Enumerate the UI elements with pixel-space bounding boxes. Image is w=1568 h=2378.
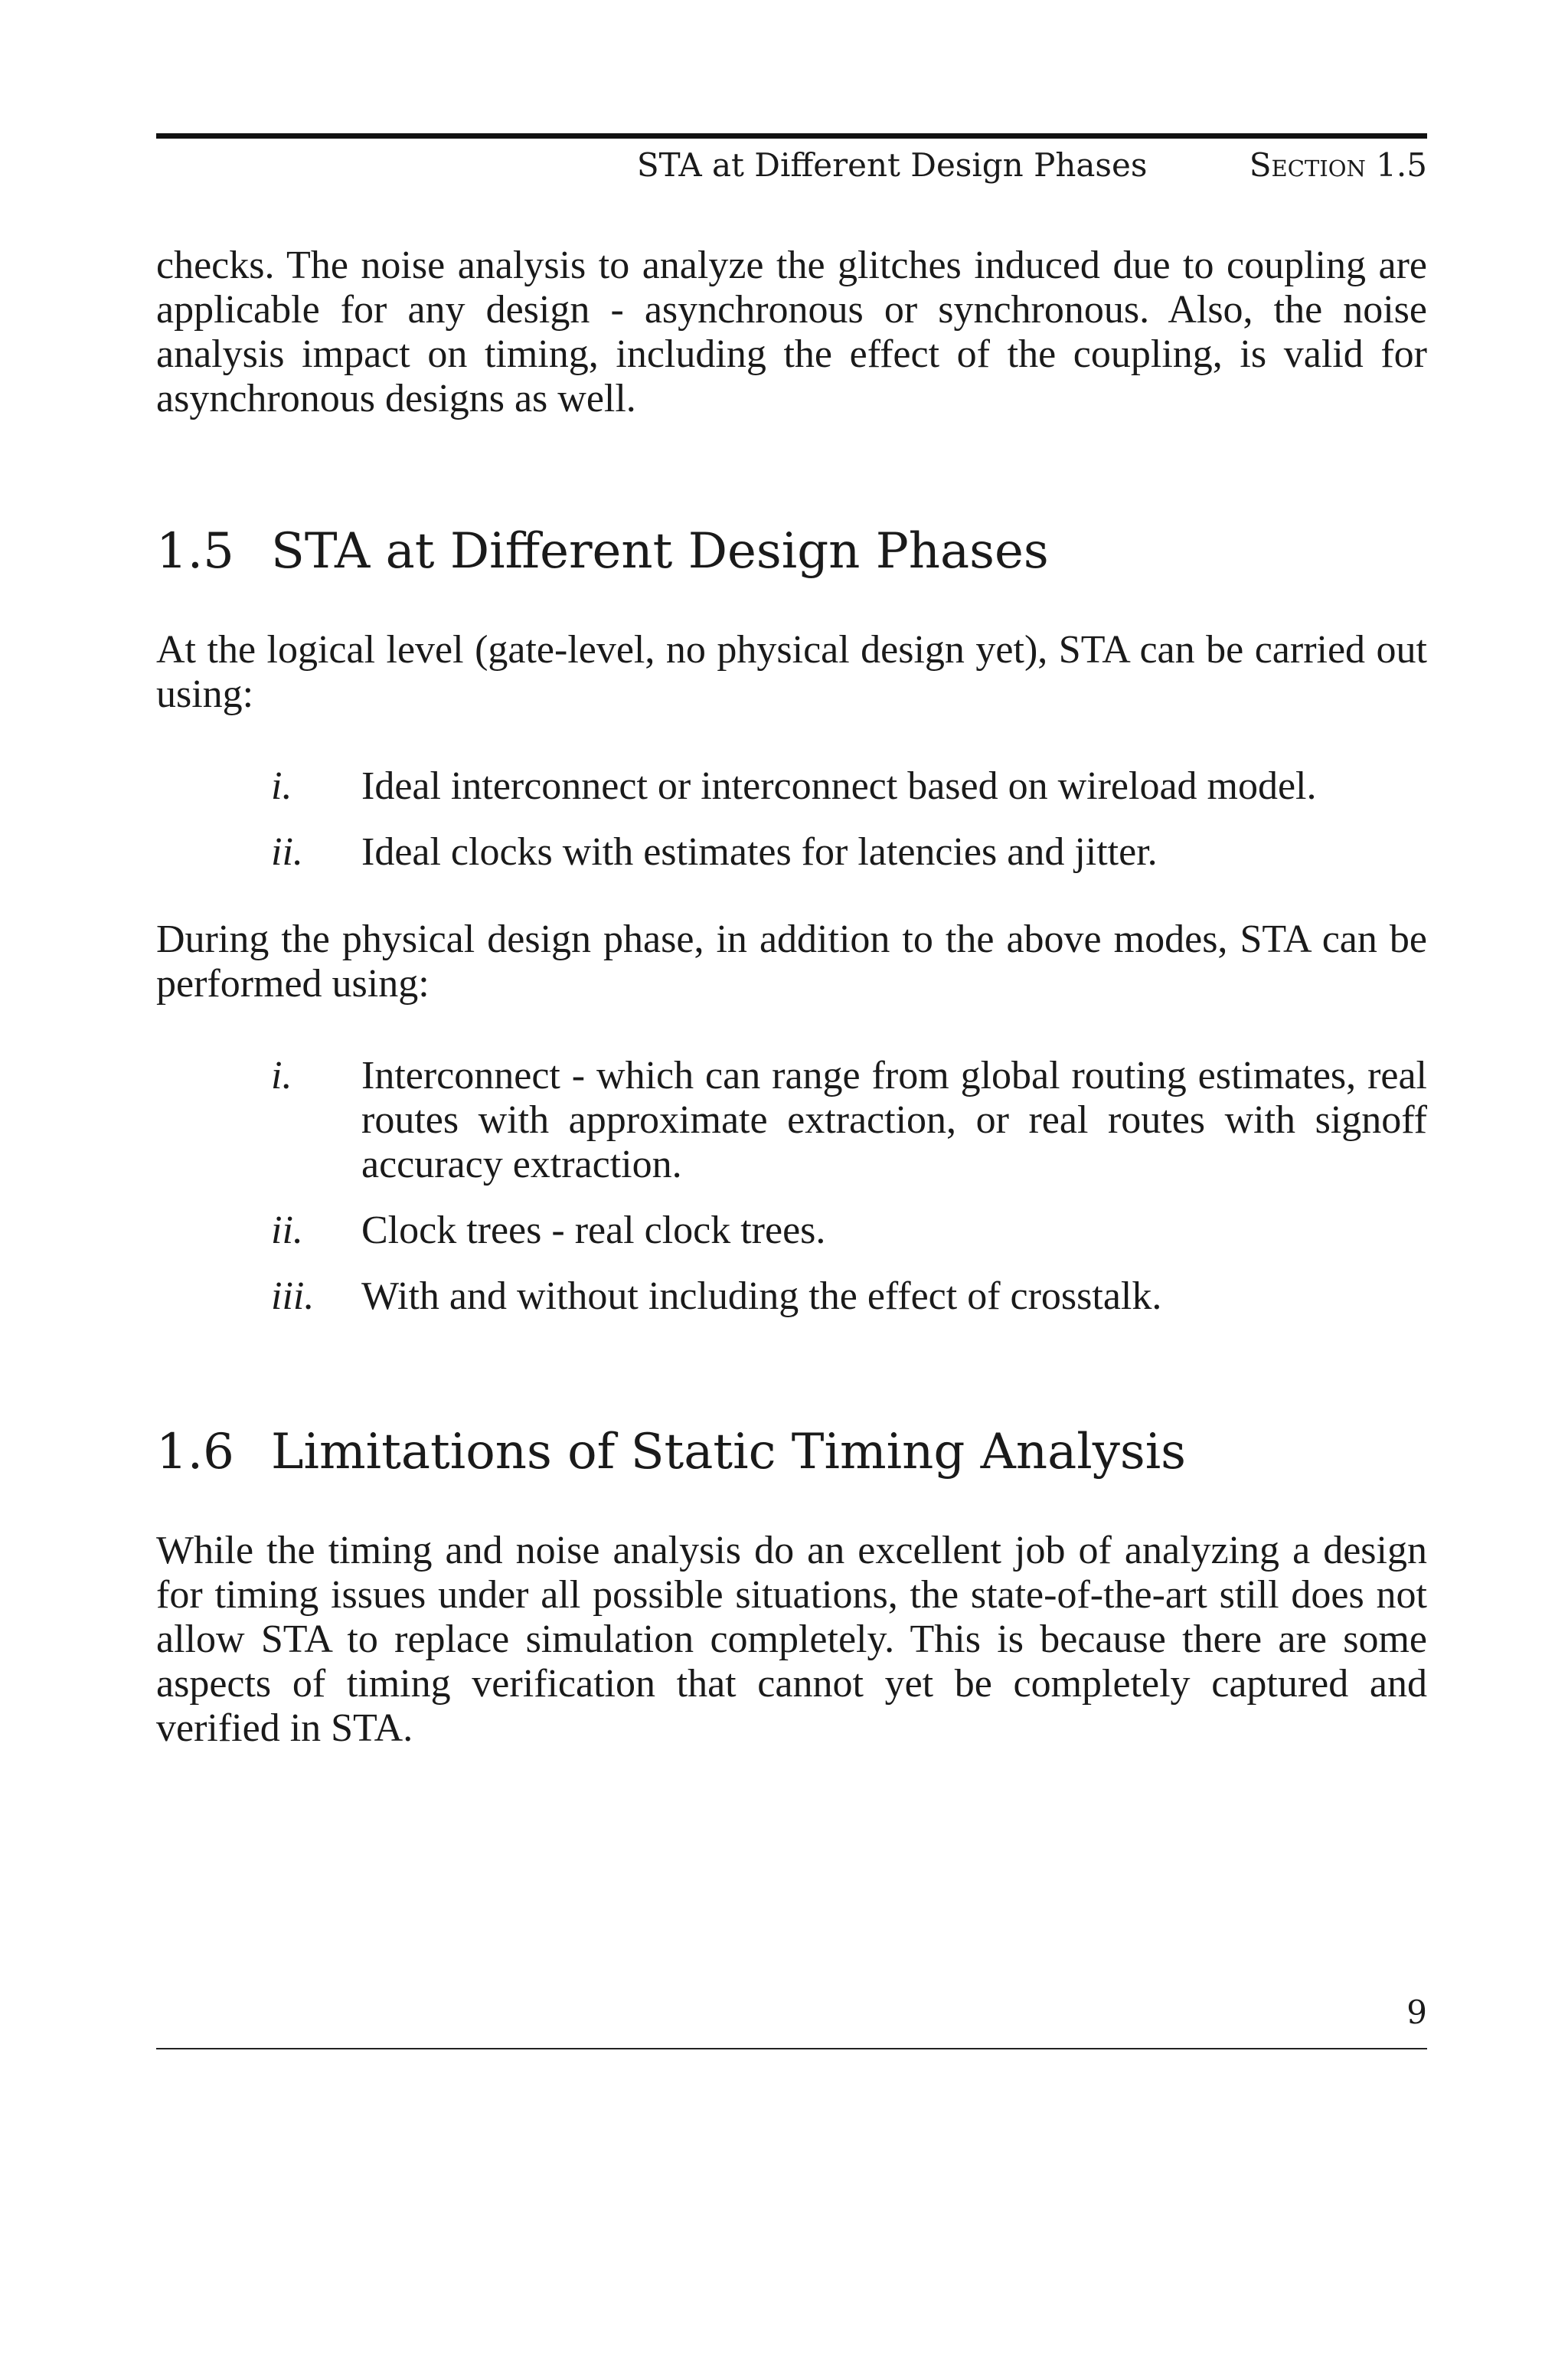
section-heading-1-6 (156, 1421, 1186, 1483)
section-1-6-paragraph-1: While the timing and noise analysis do an excellent job of analyzing a design for timing issues under all possible situations, the state-of-the-art still does not allow STA to replace simulation completely. This is because there are some aspects of timing verification that cannot yet be completely captured and verified in STA. (156, 1529, 1427, 1750)
list-item (271, 764, 1427, 809)
logical-level-list (271, 764, 1427, 875)
list-item (271, 830, 1427, 875)
physical-design-list (271, 1054, 1427, 1319)
header-rule (156, 133, 1427, 139)
list-marker: i. (271, 764, 292, 808)
running-header-title: STA at Different Design Phases (636, 146, 1148, 184)
list-marker: ii. (271, 1209, 303, 1252)
section-1-5-paragraph-2: During the physical design phase, in addition to the above modes, STA can be performed using: (156, 918, 1427, 1006)
list-item (271, 1209, 1427, 1253)
intro-paragraph: checks. The noise analysis to analyze the glitches induced due to coupling are applicable for any design - asynchronous or synchronous. Also, the noise analysis impact on timing, including the effect of the coupling, is valid for asynchronous designs as well. (156, 244, 1427, 420)
footer-rule (156, 2048, 1427, 2049)
list-item (271, 1274, 1427, 1319)
section-title: STA at Different Design Phases (271, 523, 1049, 580)
list-marker: ii. (271, 830, 303, 874)
list-item-text: Interconnect - which can range from global routing estimates, real routes with approximate extraction, or real routes with signoff accuracy extraction. (361, 1054, 1427, 1186)
section-1-5-paragraph-1: At the logical level (gate-level, no physical design yet), STA can be carried out using: (156, 628, 1427, 716)
list-item-text: With and without including the effect of crosstalk. (361, 1274, 1162, 1318)
section-title: Limitations of Static Timing Analysis (271, 1424, 1186, 1480)
running-header (637, 144, 1427, 187)
list-marker: iii. (271, 1274, 315, 1318)
page-number: 9 (1406, 1994, 1427, 2031)
section-number: 1.5 (156, 523, 234, 580)
book-page (156, 0, 1427, 2378)
section-heading-1-5 (156, 521, 1049, 582)
list-item (271, 1054, 1427, 1187)
section-number: 1.6 (156, 1424, 234, 1480)
list-item-text: Clock trees - real clock trees. (361, 1209, 826, 1252)
list-marker: i. (271, 1054, 292, 1097)
list-item-text: Ideal interconnect or interconnect based on wireload model. (361, 764, 1317, 808)
running-header-section: Section 1.5 (1249, 146, 1427, 184)
list-item-text: Ideal clocks with estimates for latencies and jitter. (361, 830, 1158, 874)
